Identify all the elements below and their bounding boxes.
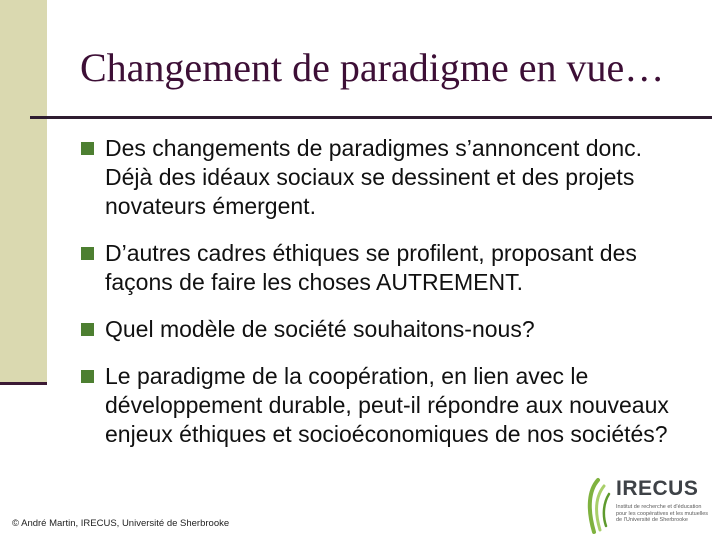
logo-tagline: Institut de recherche et d'éducation pour les coopératives et les mutuelles de l'Université de Sherbrooke bbox=[616, 504, 709, 524]
square-bullet-icon bbox=[81, 323, 94, 336]
bullet-item bbox=[80, 362, 690, 449]
bullet-text: Des changements de paradigmes s’annoncent donc. Déjà des idéaux sociaux se dessinent et des projets novateurs émergent. bbox=[105, 135, 643, 219]
bullet-item bbox=[80, 315, 690, 344]
bullet-text: Quel modèle de société souhaitons-nous? bbox=[105, 316, 535, 342]
irecus-logo bbox=[582, 474, 712, 536]
square-bullet-icon bbox=[81, 247, 94, 260]
bullet-text: Le paradigme de la coopération, en lien avec le développement durable, peut-il répondre aux nouveaux enjeux éthiques et socioéconomiques de nos sociétés? bbox=[105, 363, 669, 447]
square-bullet-icon bbox=[81, 142, 94, 155]
slide-title: Changement de paradigme en vue… bbox=[80, 45, 665, 90]
title-divider bbox=[30, 116, 712, 119]
bullet-item bbox=[80, 134, 690, 221]
square-bullet-icon bbox=[81, 370, 94, 383]
side-accent-rule bbox=[0, 382, 47, 385]
bullet-text: D’autres cadres éthiques se profilent, proposant des façons de faire les choses AUTREMENT. bbox=[105, 240, 637, 295]
side-accent-bar bbox=[0, 0, 47, 385]
logo-wordmark: IRECUS bbox=[616, 477, 699, 500]
bullet-list bbox=[80, 134, 690, 467]
leaf-icon bbox=[582, 474, 614, 536]
bullet-item bbox=[80, 239, 690, 297]
copyright-footer: © André Martin, IRECUS, Université de Sherbrooke bbox=[12, 518, 230, 529]
